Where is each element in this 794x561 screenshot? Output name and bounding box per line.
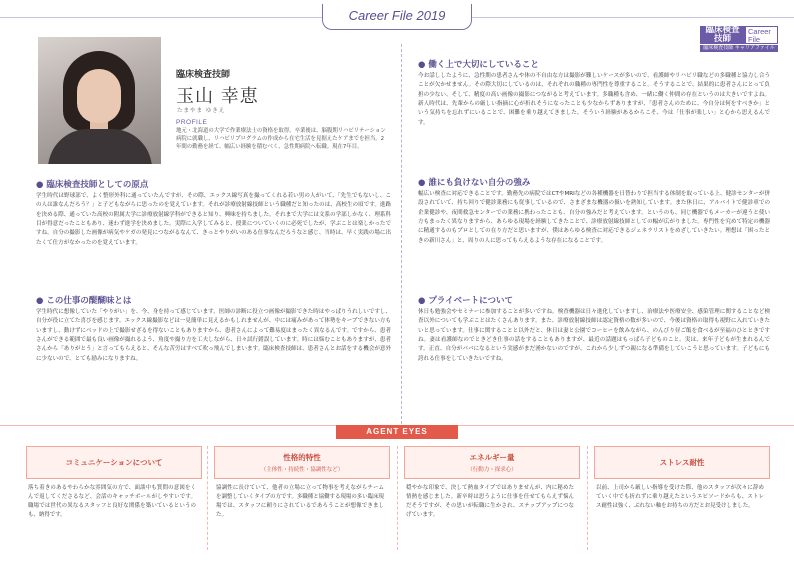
section-text-private: 休日も勉強会やセミナーに参加することが多いですね。検査機器は日々進化していますし、治療法や医療安全、感染管理に関することなど検査以外についても学ぶことはたくさんあります。また、診療放射線技師は認定資格の数が多いので、今後は資格の取得も視野に入れていきたいと思っています。仕事に関することと以外だと、休日は妻と公園でコーヒーを飲みながら、のんびり昼ご飯を食べるが至福のひとときですね。妻は看護師なのでときどき仕事の話をすることもありますが、最近の話題はもっぱら子どものこと。実は、来年子どもが生まれるんです。正直、自分がパパになるという実感がまだ湧かないのですが、これから少しずつ親になる準備をしていこうと思っています。子どもにも誇れる仕事をしていきたいですね。 bbox=[418, 309, 770, 362]
section-text-reward: 学生時代に想像していた「やりがい」を、今、身を持って感じています。医師の診断に役立つ画像が撮影できた時はやっぱりうれしいですし、自分が役に立てた喜びを感じます。エックス線撮影などは一見簡単に見えるかもしれませんが、中には痛みがあって体勢をキープできない方もいますし、動けずにベッドの上で撮影せざるを得ないこともありますから、患者さんによって難易度はまったく異なるんです。ですから、患者さんができる範囲で最も良い画像が撮れるよう、角度や撮り方を工夫しながら、日々試行錯誤しています。時には悩むこともありますが、患者さんから「ありがとう」と言ってもらえると、そんな苦労はすべて吹っ飛んでしまいます。臨床検査技師は、患者さんとお話をする機会が意外に少ないので、とても励みになりますね。 bbox=[36, 309, 391, 362]
card-title: エネルギー量 bbox=[469, 453, 515, 462]
logo-subtitle: 臨床検査技師 キャリアファイル bbox=[700, 45, 778, 52]
card-text: 穏やかな印象で、決して熱血タイプではありませんが、内に秘めた情熱を感じました。新卒時は思うように仕事を任せてもらえず悩んだそうですが、その思いが転職に生かされ、ステップアップにつなげています。 bbox=[406, 485, 574, 518]
card-title-box bbox=[26, 446, 202, 479]
profile-kana: たまやま ゆきえ bbox=[177, 108, 226, 114]
bullet-icon: ● bbox=[418, 60, 426, 70]
agent-card-stress bbox=[594, 446, 770, 511]
bullet-icon: ● bbox=[36, 296, 44, 306]
agent-card-personality bbox=[214, 446, 390, 520]
card-title: 性格的特性 bbox=[283, 453, 321, 462]
profile-label: PROFILE bbox=[176, 119, 208, 126]
section-heading-values: ● 働く上で大切にしていること bbox=[418, 60, 539, 70]
card-title-box bbox=[214, 446, 390, 479]
section-heading-strength: ● 誰にも負けない自分の強み bbox=[418, 178, 531, 188]
profile-role: 臨床検査技師 bbox=[176, 70, 231, 80]
section-heading-private: ● プライベートについて bbox=[418, 296, 513, 306]
card-title-box bbox=[594, 446, 770, 479]
section-text-origin: 学生時代は野球部で、よく整形外科に通っていたんですが、その際、エックス線写真を撮ってくれる若い男の人がいて、「先生でもないし、この人は誰なんだろう？」と子どもながらに思ったのを覚えています。それが診療放射線技師という職種だと知ったのは、高校生の頃です。進路を決める際、通っていた高校の附属大学に診療放射線学科ができると知り、興味を持ちました。それまで大学には文系の学部しかなく、理系科目が得意だったこともあり、迷わず進学を決めました。実際に入学してみると、授業についていくのに必死でしたが、学ぶことは楽しかったですね。自分の撮影した画像が病気やケガの発見につながるなんて、きっとやりがいのある仕事なんだろうなと感じ、当時は、早く実践の場に出たくて仕方がなかったのを覚えています。 bbox=[36, 193, 391, 246]
card-title-box bbox=[404, 446, 580, 479]
bullet-icon: ● bbox=[418, 296, 426, 306]
card-title: ストレス耐性 bbox=[659, 458, 705, 467]
card-divider bbox=[207, 446, 208, 550]
career-file-tab: Career File 2019 bbox=[322, 4, 472, 30]
card-text: 協調性に長けていて、他者の立場に立って物事を考えながらチームを調整していくタイプの方です。多職種と協働する現場の多い臨床現場では、スタッフに頼りにされているであろうことが想像できました。 bbox=[216, 485, 384, 518]
card-divider bbox=[587, 446, 588, 550]
logo-main: 臨床検査 技師 bbox=[700, 26, 745, 44]
section-text-values: 今お話ししたように、急性期の患者さんや体の不自由な方は撮影が難しいケースが多いので、看護師やリハビリ職などの多職種と協力し合うことが欠かせません。その際大切にしているのは、それぞれの職種の専門性を尊重すること。そうすることで、結果的に患者さんにとって負担の少ない、そして、精度の高い画像の撮影につながると考えています。多職種も含め、一緒に働く仲間の存在というのは大きいですよね。新人時代は、先輩からの厳しい指摘に心が折れそうになったことも少なからずありますが、「患者さんのために、今自分は何をすべきか」という気持ちを忘れずにいることで、困難を乗り越えてきました。そういう経験があるからこそ、今は「仕事が楽しい」と心から思えるんです。 bbox=[418, 73, 770, 126]
column-divider bbox=[401, 44, 402, 424]
section-heading-reward: ● この仕事の醍醐味とは bbox=[36, 296, 132, 306]
section-text-strength: 幅広い検査に対応できることです。勤務先の病院ではCTやMRIなどの各種機器を日替わりで担当する体制を取っている上、健診センターが併設されていて、持ち回りで健診業務にも従事しているので、さまざまな機器の扱いを熟知しています。また休日に、アルバイトで健診車での企業健診や、夜間救急センターでの業務に携わったことも、自分の強みだと考えています。というのも、同じ機器でもメーカーが違うと使い方もまったく異なりますから、あらゆる現場を経験してきたことで、診療放射線技師としての幅が広がりました。専門性を究めて特定の機器に精通するのもプロとしての在り方だと思いますが、僕はあらゆる検査に対応できるジェネラリストをめざしていきたい。理想は「困ったときの新川さん」と、周りの人に思ってもらえるような存在になることです。 bbox=[418, 191, 770, 244]
section-heading-origin: ● 臨床検査技師としての原点 bbox=[36, 180, 149, 190]
profile-name: 玉山 幸恵 bbox=[176, 86, 259, 107]
profile-text: 地元・北海道の大学で作業療法士の資格を取得。卒業後は、脳腹期リハビリテーション病院に就職し、リハビリプログラムの作成から在宅生活を見据えたケアまでを担当。2年間の勤務を経て、幅広い経験を積むべく、急性期病院へ転職。現在7年目。 bbox=[176, 128, 386, 150]
agent-card-communication bbox=[26, 446, 202, 520]
logo-badge: Career File bbox=[745, 26, 778, 44]
profile-photo bbox=[38, 37, 161, 164]
bullet-icon: ● bbox=[36, 180, 44, 190]
card-divider bbox=[397, 446, 398, 550]
card-subtitle: （主体性・持続性・協調性など） bbox=[260, 467, 344, 473]
career-file-logo bbox=[700, 26, 778, 52]
card-text: 以前、上司から厳しい指導を受けた際、他のスタッフが次々に辞めていく中でも折れずに乗り越えたというエピソードからも、ストレス耐性は強く、ぶれない軸をお持ちの方だとお見受けしました。 bbox=[596, 485, 764, 509]
card-text: 落ち着きのあるやわらかな雰囲気の方で、面談中も質問の意図をくんで返してくださるなど、会話のキャッチボールがしやすいです。職場では世代の異なるスタッフと良好な関係を築いているというのも、納得です。 bbox=[28, 485, 196, 518]
bullet-icon: ● bbox=[418, 178, 426, 188]
card-subtitle: （行動力・探求心） bbox=[467, 467, 517, 473]
agent-card-energy bbox=[404, 446, 580, 520]
card-title: コミュニケーションについて bbox=[65, 458, 163, 467]
agent-eyes-title: AGENT EYES bbox=[336, 425, 458, 439]
